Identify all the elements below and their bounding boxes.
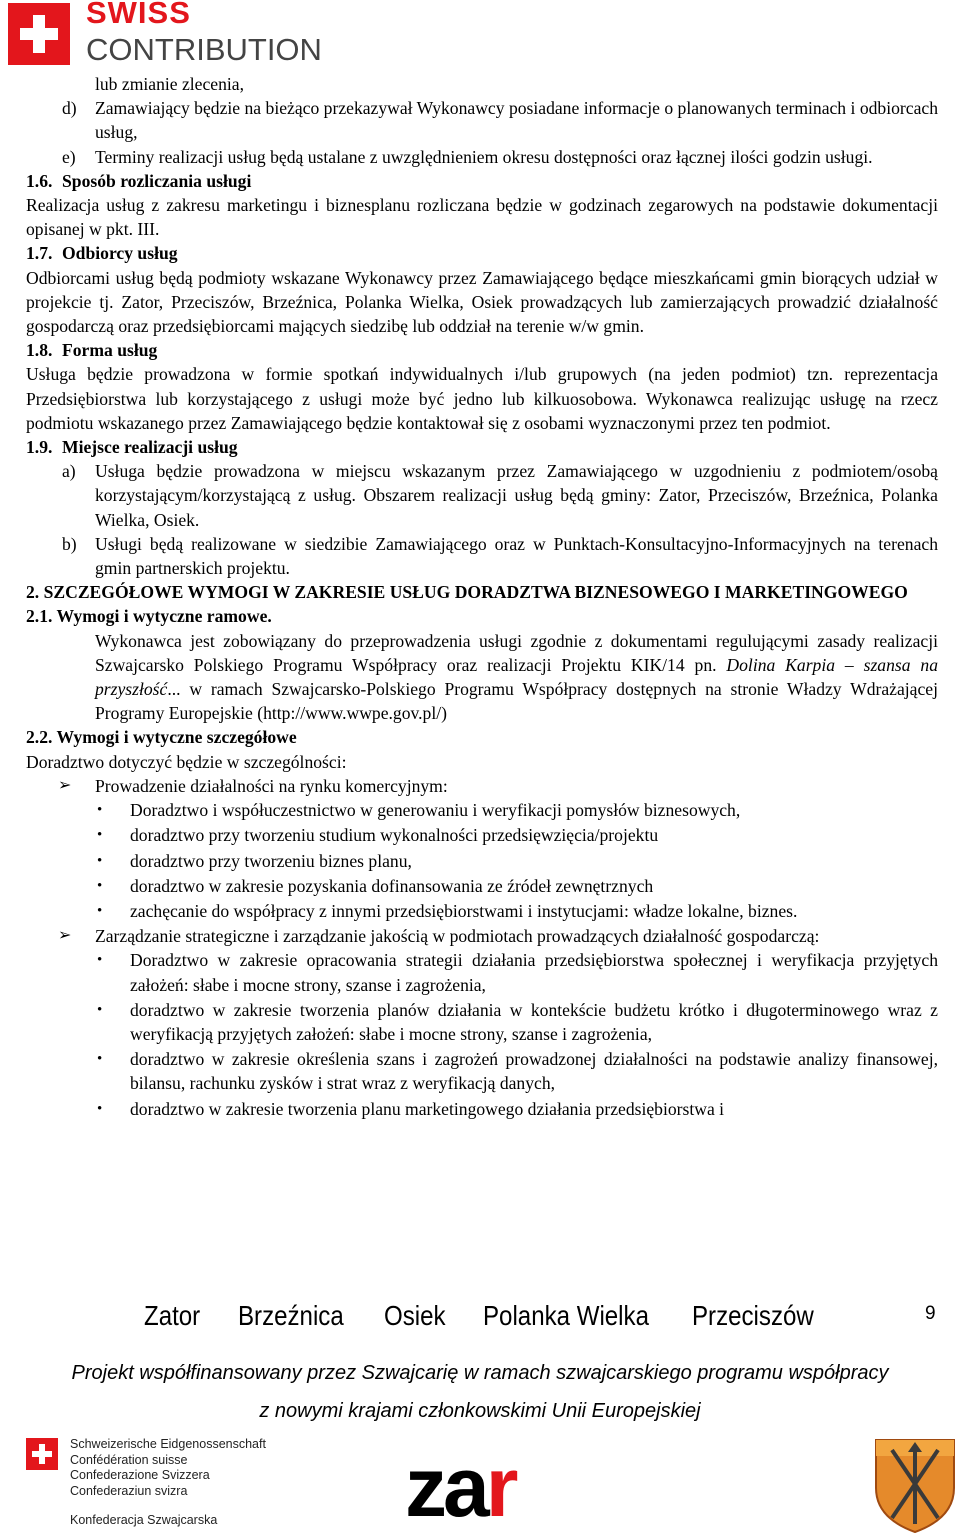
arrow-item-text: Prowadzenie działalności na rynku komercyjnym: — [95, 775, 448, 796]
section-heading-1-6 — [26, 169, 938, 193]
logo-swiss-text: SWISS — [86, 0, 191, 30]
bullet-icon: • — [97, 952, 103, 969]
bullet-item-text: doradztwo w zakresie tworzenia planu marketingowego działania przedsiębiorstwa i — [130, 1098, 725, 1119]
bullet-item — [26, 823, 938, 847]
section-title: Sposób rozliczania usługi — [62, 170, 252, 191]
swiss-confederation-names — [70, 1437, 266, 1499]
section-text-2-1 — [26, 629, 938, 726]
section-title: Odbiorcy usług — [62, 243, 178, 264]
list-item-e — [26, 145, 938, 169]
list-marker: e) — [62, 146, 76, 167]
section-number: 1.8. — [26, 340, 53, 361]
bullet-item — [26, 948, 938, 996]
page-number: 9 — [925, 1303, 936, 1324]
confederation-name: Confédération suisse — [70, 1452, 188, 1467]
bullet-item-text: zachęcanie do współpracy z innymi przedsiębiorstwami i instytucjami: władze lokalne, biznes. — [130, 900, 798, 921]
arrow-item-1 — [26, 774, 938, 798]
zar-logo-text: za — [405, 1440, 486, 1534]
swiss-flag-icon — [26, 1438, 58, 1470]
list-item-text: Terminy realizacji usług będą ustalane z uwzględnieniem okresu dostępności oraz łącznej ilości godzin usługi. — [95, 146, 873, 167]
bullet-item-text: doradztwo w zakresie określenia szans i zagrożeń prowadzonej działalności na podstawie analizy finansowej, bilansu, rachunku zysków i strat wraz z weryfikacją danych, — [130, 1049, 938, 1094]
bullet-item — [26, 849, 938, 873]
bullet-item — [26, 998, 938, 1046]
section-number: 1.6. — [26, 170, 53, 191]
project-name-italic: Dolina Karpia – szansa na przyszłość — [95, 654, 938, 700]
municipalities-bar — [0, 1300, 960, 1344]
bullet-item-text: Doradztwo i współuczestnictwo w generowaniu i weryfikacji pomysłów biznesowych, — [130, 800, 741, 821]
project-funding-line-1: Projekt współfinansowany przez Szwajcarię w ramach szwajcarskiego programu współpracy — [71, 1362, 889, 1384]
logo-contribution-text: CONTRIBUTION — [86, 32, 322, 67]
list-marker: b) — [62, 533, 77, 554]
bullet-icon: • — [97, 1001, 103, 1018]
section-heading-1-7 — [26, 241, 938, 265]
bullet-icon: • — [97, 827, 103, 844]
confederation-name: Confederazione Svizzera — [70, 1468, 210, 1482]
municipality-name: Zator — [144, 1300, 201, 1331]
list-item-b — [26, 532, 938, 580]
list-marker: a) — [62, 461, 76, 482]
list-marker: d) — [62, 98, 77, 119]
confederation-polish-name: Konfederacja Szwajcarska — [70, 1513, 218, 1527]
confederation-name: Schweizerische Eidgenossenschaft — [70, 1437, 266, 1451]
municipality-name: Brzeźnica — [238, 1300, 344, 1331]
arrow-item-text: Zarządzanie strategiczne i zarządzanie jakością w podmiotach prowadzących działalność gospodarczą: — [95, 926, 820, 947]
bullet-icon: • — [97, 852, 103, 869]
arrow-item-2 — [26, 924, 938, 948]
bullet-icon: • — [97, 1100, 103, 1117]
bullet-item — [26, 899, 938, 923]
continuation-line: lub zmianie zlecenia, — [95, 74, 244, 94]
text-run: ... w ramach Szwajcarsko-Polskiego Programu Współpracy dostępnych na stronie Władzy Wdrażającej Programy Europejskie (http://www.wwpe.gov.pl/) — [95, 679, 938, 724]
municipality-name: Polanka Wielka — [483, 1300, 649, 1331]
section-title: Miejsce realizacji usług — [62, 437, 238, 458]
section-heading-2-1: 2.1. Wymogi i wytyczne ramowe. — [26, 606, 272, 627]
section-title: Forma usług — [62, 340, 158, 361]
section-text-1-8: Usługa będzie prowadzona w formie spotkań indywidualnych i/lub grupowych (na jeden podmiot) tzn. reprezentacja Przedsiębiorstwa lub korzystającego z usługi może być jedno lub kilkuosobowa. Wykonawca realizując usługę na rzecz podmiotu wskazanego przez Zamawiającego będzie kontaktował się z osobami wyznaczonymi przez ten podmiot. — [26, 364, 938, 433]
project-funding-line-2: z nowymi krajami członkowskimi Unii Europejskiej — [259, 1400, 701, 1422]
municipality-name: Przeciszów — [692, 1300, 814, 1331]
bullet-item-text: doradztwo w zakresie tworzenia planów działania w kontekście budżetu krótko i długoterminowego wraz z weryfikacją przyjętych założeń: słabe i mocne strony, szanse i zagrożenia, — [130, 999, 938, 1044]
coat-of-arms-icon — [872, 1436, 958, 1534]
bullet-icon: • — [97, 877, 103, 894]
text-run: Wykonawca jest zobowiązany do przeprowadzenia usługi zgodnie z dokumentami regulującymi zasady realizacji Szwajcarsko Polskiego Programu Współpracy oraz realizacji Projektu KIK/14 pn. — [95, 630, 938, 675]
section-heading-1-8 — [26, 338, 938, 362]
section-text-1-7: Odbiorcami usług będą podmioty wskazane Wykonawcy przez Zamawiającego będące mieszkańcami gmin biorących udział w projekcie tj. Zator, Przeciszów, Brzeźnica, Polanka Wielka, Osiek prowadzących lub zamierzających prowadzić działalność gospodarczą oraz przedsiębiorcami mających siedzibę lub oddział na terenie w/w gmin. — [26, 267, 938, 337]
list-item-text: Usługa będzie prowadzona w miejscu wskazanym przez Zamawiającego w uzgodnieniu z podmiotem/osobą korzystającym/korzystającą z usług. Obszarem realizacji usług będą gminy: Zator, Przeciszów, Brzeźnica, Polanka Wielka, Osiek. — [95, 461, 938, 530]
bullet-list-1 — [26, 798, 938, 923]
section-intro-2-2: Doradztwo dotyczyć będzie w szczególności: — [26, 751, 347, 772]
list-item-text: Usługi będą realizowane w siedzibie Zamawiającego oraz w Punktach-Konsultacyjno-Informacyjnych na terenach gmin partnerskich projektu. — [95, 533, 938, 579]
bullet-icon: • — [97, 802, 103, 819]
bullet-list-2 — [26, 948, 938, 1120]
swiss-cross-logo-icon — [8, 3, 70, 65]
arrow-bullet-icon: ➢ — [58, 776, 72, 794]
section-heading-2-2: 2.2. Wymogi i wytyczne szczegółowe — [26, 727, 297, 748]
list-item-a — [26, 459, 938, 532]
arrow-bullet-icon: ➢ — [58, 927, 72, 945]
bullet-item-text: doradztwo przy tworzeniu biznes planu, — [130, 850, 412, 871]
municipality-name: Osiek — [384, 1300, 446, 1331]
document-body — [26, 72, 938, 1122]
section-heading-1-9 — [26, 435, 938, 459]
section-number: 1.9. — [26, 437, 53, 458]
bullet-item-text: doradztwo w zakresie pozyskania dofinansowania ze źródeł zewnętrznych — [130, 875, 654, 896]
confederation-name: Confederaziun svizra — [70, 1483, 188, 1498]
section-text-1-6: Realizacja usług z zakresu marketingu i biznesplanu rozliczana będzie w godzinach zegarowych na podstawie dokumentacji opisanej w pkt. III. — [26, 195, 938, 240]
bullet-item — [26, 1047, 938, 1095]
bullet-item-text: doradztwo przy tworzeniu studium wykonalności przedsięwzięcia/projektu — [130, 825, 659, 846]
zar-logo — [405, 1440, 515, 1534]
section-heading-2: 2. SZCZEGÓŁOWE WYMOGI W ZAKRESIE USŁUG DORADZTWA BIZNESOWEGO I MARKETINGOWEGO — [26, 582, 908, 603]
list-item-d — [26, 96, 938, 144]
bullet-item — [26, 874, 938, 898]
bullet-icon: • — [97, 1051, 103, 1068]
zar-logo-r: r — [485, 1440, 515, 1534]
section-number: 1.7. — [26, 243, 53, 264]
bullet-item — [26, 1097, 938, 1121]
bullet-item-text: Doradztwo w zakresie opracowania strategii działania przedsiębiorstwa społecznej i weryfikacja przyjętych założeń: słabe i mocne strony, szanse i zagrożenia, — [130, 950, 938, 995]
bullet-icon: • — [97, 902, 103, 919]
bullet-item — [26, 798, 938, 822]
list-item-text: Zamawiający będzie na bieżąco przekazywał Wykonawcy posiadane informacje o planowanych terminach i odbiorcach usług, — [95, 98, 938, 143]
